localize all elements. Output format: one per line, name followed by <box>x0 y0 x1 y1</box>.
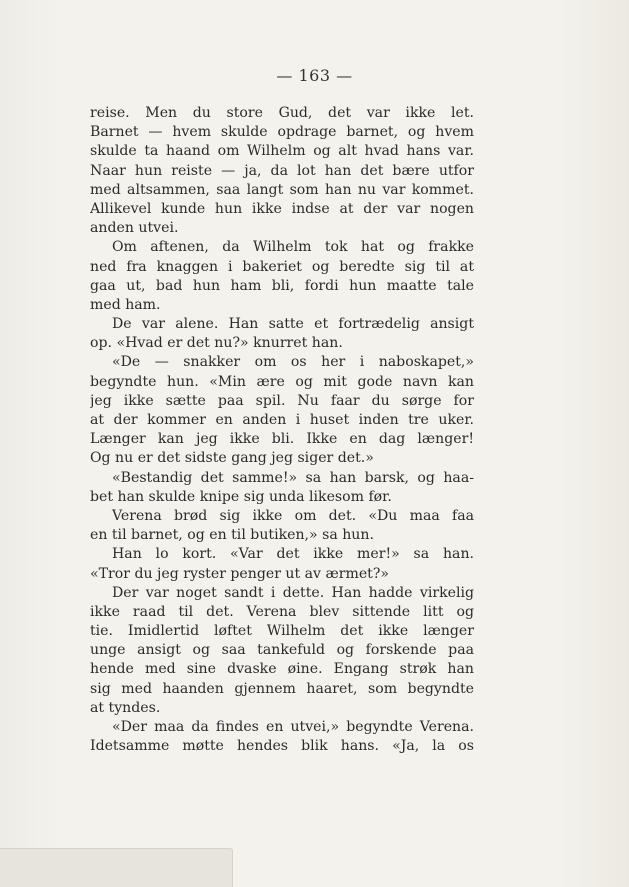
text-line: «Bestandig det samme!» sa han barsk, og haa- <box>112 469 474 486</box>
text-line: «Der maa da findes en utvei,» begyndte Verena. <box>112 719 474 735</box>
text-line: unge ansigt og saa tankefuld og forskende paa <box>90 642 474 659</box>
page-number: — 163 — <box>276 66 353 85</box>
text-line: anden utvei. <box>90 220 179 237</box>
text-line: jeg ikke sætte paa spil. Nu faar du sørge for <box>90 392 474 409</box>
text-line: gaa ut, bad hun ham bli, fordi hun maatte tale <box>90 277 474 294</box>
text-line: begyndte hun. «Min ære og mit gode navn kan <box>90 373 474 390</box>
text-line: at tyndes. <box>90 699 161 716</box>
text-line: Han lo kort. «Var det ikke mer!» sa han. <box>112 546 474 563</box>
text-line: at der kommer en anden i huset inden tre uker. <box>90 412 474 428</box>
text-line: tie. Imidlertid løftet Wilhelm det ikke længer <box>90 623 474 640</box>
text-line: Allikevel kunde hun ikke indse at der var nogen <box>90 200 474 217</box>
text-line: bet han skulde knipe sig unda likesom før. <box>90 488 392 505</box>
text-line: hende med sine dvaske øine. Engang strøk han <box>90 661 474 678</box>
text-line: Og nu er det sidste gang jeg siger det.» <box>90 450 374 467</box>
text-line: en til barnet, og en til butiken,» sa hun. <box>90 527 374 544</box>
text-line: Barnet — hvem skulde opdrage barnet, og hvem <box>90 124 474 141</box>
text-line: Længer kan jeg ikke bli. Ikke en dag længer! <box>90 431 474 448</box>
text-line: ikke raad til det. Verena blev sittende litt og <box>90 603 474 620</box>
text-line: De var alene. Han satte et fortrædelig ansigt <box>112 316 474 333</box>
text-line: Naar hun reiste — ja, da lot han det bære utfor <box>90 162 474 179</box>
text-line: Idetsamme møtte hendes blik hans. «Ja, la os <box>90 738 474 755</box>
text-line: Verena brød sig ikke om det. «Du maa faa <box>112 507 474 524</box>
text-line: op. «Hvad er det nu?» knurret han. <box>90 335 343 352</box>
text-line: Om aftenen, da Wilhelm tok hat og frakke <box>112 239 474 256</box>
text-line: Der var noget sandt i dette. Han hadde virkelig <box>112 584 474 601</box>
text-line: sig med haanden gjennem haaret, som begyndte <box>90 680 474 697</box>
scan-edge-tab <box>0 848 233 887</box>
text-line: «Tror du jeg ryster penger ut av ærmet?» <box>90 565 390 582</box>
text-line: ned fra knaggen i bakeriet og beredte sig til at <box>90 258 474 275</box>
text-line: skulde ta haand om Wilhelm og alt hvad hans var. <box>90 143 474 160</box>
text-line: «De — snakker om os her i naboskapet,» <box>112 354 474 371</box>
text-line: med ham. <box>90 296 161 313</box>
body-text <box>90 104 474 756</box>
text-line: med altsammen, saa langt som han nu var kommet. <box>90 181 474 198</box>
text-line: reise. Men du store Gud, det var ikke let. <box>90 105 474 121</box>
